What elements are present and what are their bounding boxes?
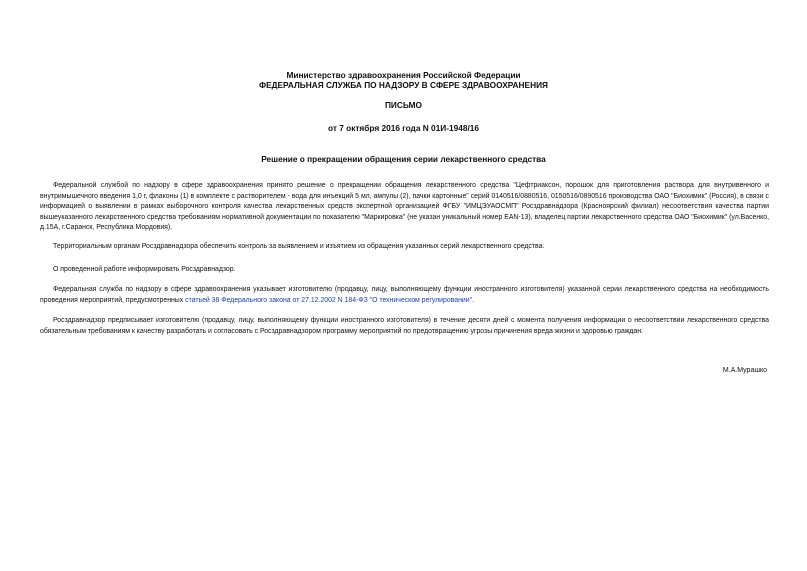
paragraph-text: Федеральной службой по надзору в сфере здравоохранения принято решение о прекращении обращения лекарственного средства "Цефтриаксон, порошок для приготовления раствора для внутривенного и внутримышечного введения 1,0 г, флаконы (1) в комплекте с растворителем - вода для инъекций 5 мл, ампулы (2), пачки картонные" серий 0140516/0880516, 0150516/0890516 производства ОАО "Биохимик" (Россия), в связи с информацией о выявлении в рамках выборочного контроля качества лекарственных средств экспертной организацией ФГБУ "ИМЦЭУАОСМП" Росздравнадзора (Красноярский филиал) несоответствия качества партии вышеуказанного лекарственного средства требованиям нормативной документации по показателю "Маркировка" (не указан уникальный номер EAN-13), владелец партии лекарственного средства ОАО "Биохимик" (ул.Васенко, д.15А, г.Саранск, Республика Мордовия). [40, 182, 769, 232]
body-paragraph-3 [40, 265, 769, 276]
law-reference-link[interactable]: статьей 38 Федерального закона от 27.12.2002 N 184-ФЗ "О техническом регулировании" [185, 296, 473, 304]
paragraph-text: Росздравнадзор предписывает изготовителю (продавцу, лицу, выполняющему функции иностранного изготовителя) в течение десяти дней с момента получения информации о несоответствии лекарственного средства обязательным требованиям к качеству разработать и согласовать с Росздравнадзором программу мероприятий по предотвращению угрозы причинения вреда жизни и здоровью граждан. [40, 317, 769, 335]
signature: М.А.Мурашко [722, 367, 767, 374]
body-paragraph-4 [40, 285, 769, 306]
body-paragraph-2 [40, 242, 769, 253]
paragraph-text [40, 285, 769, 306]
body-paragraph-5 [40, 316, 769, 337]
document-date-number: от 7 октября 2016 года N 01И-1948/16 [327, 123, 479, 133]
paragraph-text-start: Федеральная служба по надзору в сфере здравоохранения указывает изготовителю (продавцу, лицу, выполняющему функции иностранного изготовителя) указанной серии лекарственного средства на необходимость проведения мероприятий, предусмотренных [40, 286, 769, 304]
paragraph-text: Территориальным органам Росздравнадзора обеспечить контроль за выявлением и изъятием из обращения указанных серий лекарственного средства. [53, 243, 545, 250]
paragraph-text-end: . [472, 296, 474, 304]
document-type: ПИСЬМО [384, 100, 423, 110]
document-subject: Решение о прекращении обращения серии лекарственного средства [261, 154, 546, 164]
paragraph-text: О проведенной работе информировать Росздравнадзор. [53, 266, 236, 273]
ministry-title: Министерство здравоохранения Российской Федерации [286, 70, 521, 80]
service-title: ФЕДЕРАЛЬНАЯ СЛУЖБА ПО НАДЗОРУ В СФЕРЕ ЗДРАВООХРАНЕНИЯ [259, 80, 548, 90]
body-paragraph-1 [40, 181, 769, 234]
